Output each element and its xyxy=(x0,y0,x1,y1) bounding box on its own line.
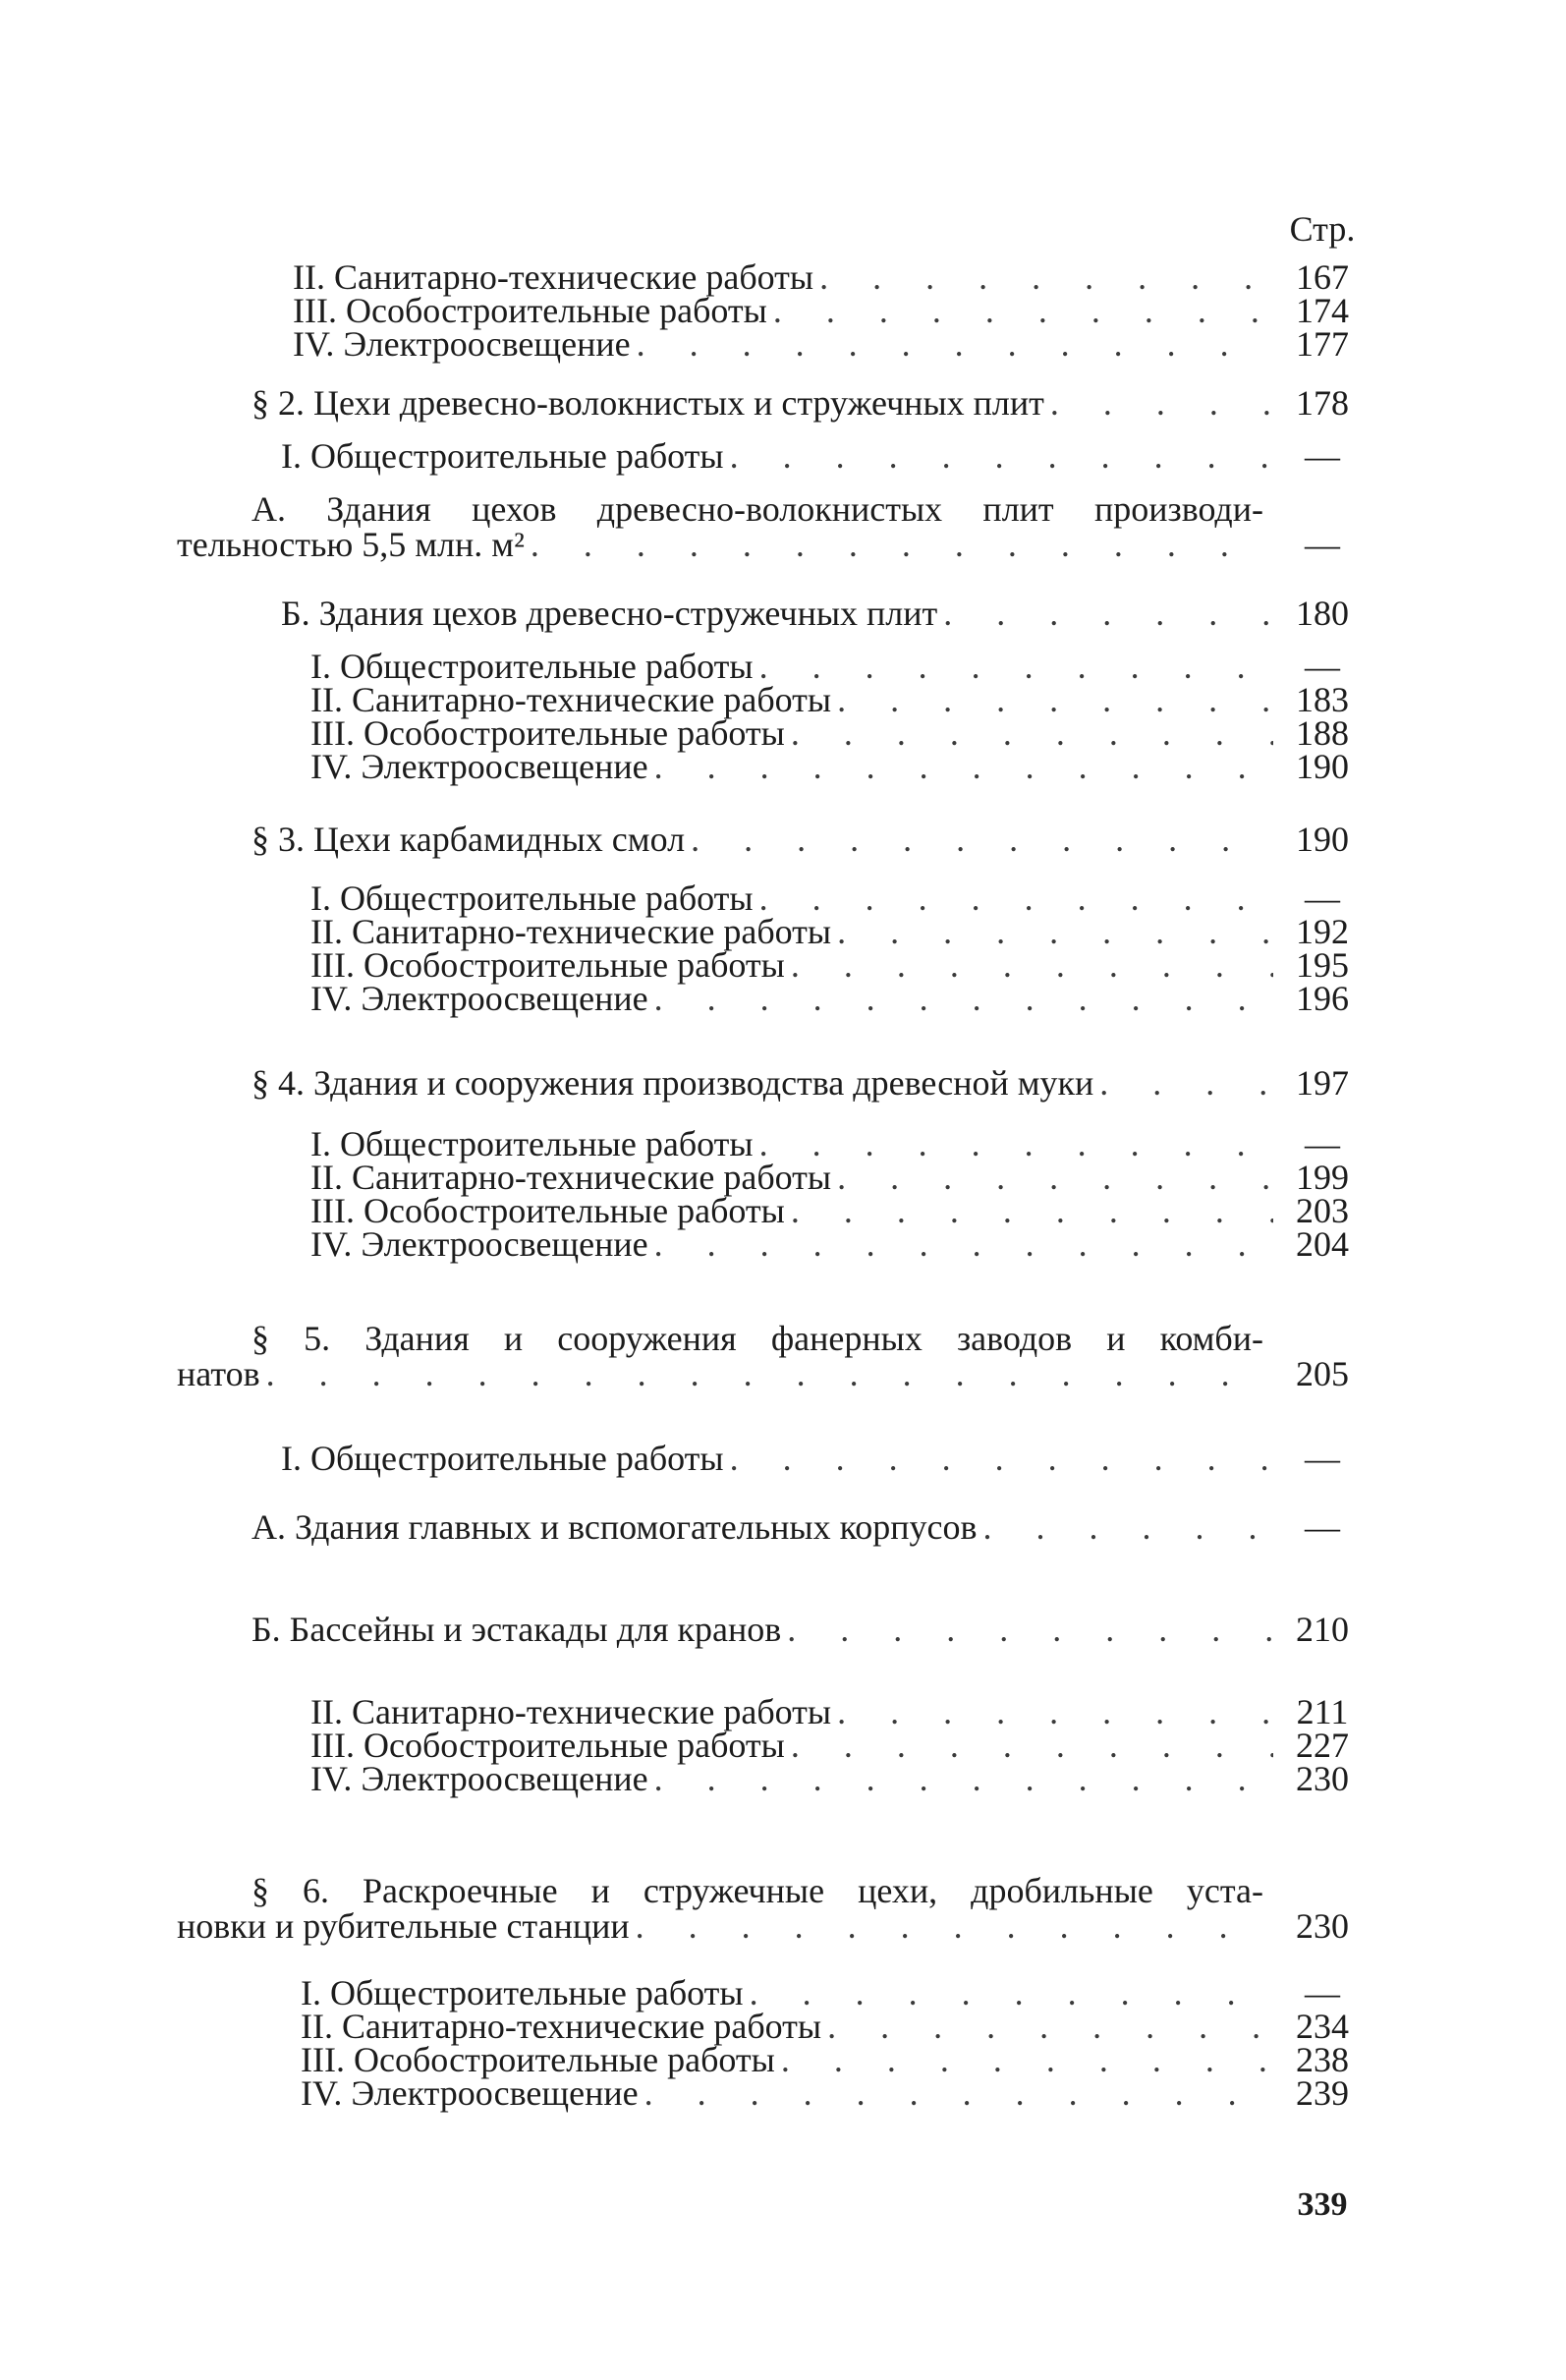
toc-entry-label: § 5. Здания и сооружения фанерных заводов и комби- xyxy=(252,1319,1263,1358)
toc-entry xyxy=(310,1761,1362,1796)
toc-entry-label: IV. Электроосвещение xyxy=(301,2073,639,2113)
toc-entry-page: 204 xyxy=(1296,1224,1349,1264)
toc-entry xyxy=(310,649,1362,684)
toc-entry-label: III. Особостроительные работы xyxy=(301,2040,775,2079)
toc-entry xyxy=(310,1126,1362,1162)
toc-entry-label: II. Санитарно-технические работы xyxy=(293,257,814,297)
toc-entry-page: 174 xyxy=(1296,291,1349,330)
toc-entry xyxy=(177,1321,1362,1391)
dot-leader xyxy=(943,595,1273,631)
toc-entry-page: 230 xyxy=(1296,1759,1349,1798)
toc-entry-label: Б. Бассейны и эстакады для кранов xyxy=(252,1610,782,1649)
page-column-header: Стр. xyxy=(1289,209,1356,249)
toc-entry-page: — xyxy=(1305,1507,1340,1547)
toc-entry-label: I. Общестроительные работы xyxy=(281,1439,724,1478)
toc-entry-page: — xyxy=(1305,647,1340,686)
toc-entry-page: 210 xyxy=(1296,1610,1349,1649)
toc-entry-label: I. Общестроительные работы xyxy=(310,1124,754,1163)
toc-entry xyxy=(293,259,1362,295)
dot-leader xyxy=(637,326,1273,362)
toc-entry-page: 195 xyxy=(1296,945,1349,985)
toc-entry-label: I. Общестроительные работы xyxy=(310,647,754,686)
toc-entry xyxy=(310,749,1362,784)
toc-entry-label: I. Общестроительные работы xyxy=(281,436,724,476)
toc-entry-label: § 3. Цехи карбамидных смол xyxy=(252,820,686,859)
toc-entry-page: 190 xyxy=(1296,820,1349,859)
toc-entry-label: I. Общестроительные работы xyxy=(301,1973,744,2012)
toc-entry-label: IV. Электроосвещение xyxy=(310,1759,648,1798)
dot-leader xyxy=(654,1226,1273,1262)
toc-entry xyxy=(310,914,1362,949)
dot-leader xyxy=(837,1694,1273,1729)
toc-entry xyxy=(293,293,1362,328)
dot-leader xyxy=(819,259,1273,295)
dot-leader xyxy=(787,1612,1273,1647)
toc-entry xyxy=(293,326,1362,362)
toc-entry-page: 203 xyxy=(1296,1191,1349,1230)
toc-entry-page: 238 xyxy=(1296,2040,1349,2079)
toc-entry xyxy=(177,491,1362,562)
dot-leader xyxy=(1050,385,1273,421)
toc-entry-label: III. Особостроительные работы xyxy=(310,713,785,753)
toc-entry-label: II. Санитарно-технические работы xyxy=(301,2007,822,2046)
dot-leader xyxy=(654,981,1273,1016)
toc-entry xyxy=(252,1065,1362,1101)
dot-leader xyxy=(531,527,1273,562)
toc-entry-label: III. Особостроительные работы xyxy=(310,945,785,985)
toc-entry-label: IV. Электроосвещение xyxy=(293,324,631,364)
dot-leader xyxy=(654,749,1273,784)
toc-entry xyxy=(310,1694,1362,1729)
toc-entry-page: 177 xyxy=(1296,324,1349,364)
toc-entry xyxy=(177,1873,1362,1944)
dot-leader xyxy=(791,947,1273,983)
toc-entry xyxy=(310,947,1362,983)
toc-entry-label: IV. Электроосвещение xyxy=(310,979,648,1018)
toc-entry xyxy=(310,715,1362,751)
toc-entry-page: — xyxy=(1305,1439,1340,1478)
toc-entry-page: 196 xyxy=(1296,979,1349,1018)
toc-entry-page: 167 xyxy=(1296,257,1349,297)
toc-entry-page: 227 xyxy=(1296,1726,1349,1765)
toc-entry-label: IV. Электроосвещение xyxy=(310,747,648,786)
toc-entry xyxy=(310,981,1362,1016)
toc-entry xyxy=(310,1728,1362,1763)
dot-leader xyxy=(730,438,1273,474)
dot-leader xyxy=(759,880,1273,916)
toc-entry xyxy=(310,880,1362,916)
toc-entry-page: 205 xyxy=(1296,1354,1349,1393)
dot-leader xyxy=(644,2075,1273,2111)
toc-entry xyxy=(310,1160,1362,1195)
toc-entry-page: 197 xyxy=(1296,1063,1349,1103)
dot-leader xyxy=(759,649,1273,684)
dot-leader xyxy=(730,1441,1273,1476)
page-number: 339 xyxy=(1297,2186,1348,2223)
dot-leader xyxy=(691,822,1273,857)
toc-entry xyxy=(252,1509,1362,1545)
dot-leader xyxy=(750,1975,1273,2011)
toc-entry-label-continued: натов xyxy=(177,1354,260,1393)
toc-entry-label: II. Санитарно-технические работы xyxy=(310,912,832,951)
dot-leader xyxy=(837,1160,1273,1195)
toc-entry-page: — xyxy=(1305,436,1340,476)
dot-leader xyxy=(837,914,1273,949)
toc-entry-page: 188 xyxy=(1296,713,1349,753)
toc-entry xyxy=(252,822,1362,857)
dot-leader xyxy=(791,1193,1273,1228)
dot-leader xyxy=(636,1908,1273,1944)
dot-leader xyxy=(759,1126,1273,1162)
toc-entry xyxy=(301,2042,1362,2077)
toc-entry xyxy=(252,385,1362,421)
dot-leader xyxy=(654,1761,1273,1796)
dot-leader xyxy=(827,2009,1273,2044)
toc-entry xyxy=(310,1193,1362,1228)
dot-leader xyxy=(983,1509,1273,1545)
toc-entry-page: — xyxy=(1305,878,1340,918)
toc-entry-page: 199 xyxy=(1296,1158,1349,1197)
toc-entry-label: I. Общестроительные работы xyxy=(310,878,754,918)
toc-entry-label: А. Здания главных и вспомогательных корпусов xyxy=(252,1507,978,1547)
toc-entry-label-continued: тельностью 5,5 млн. м² xyxy=(177,525,525,564)
toc-entry xyxy=(310,682,1362,717)
dot-leader xyxy=(837,682,1273,717)
toc-entry xyxy=(301,2075,1362,2111)
toc-entry-page: — xyxy=(1305,1973,1340,2012)
toc-entry-label: § 2. Цехи древесно-волокнистых и стружечных плит xyxy=(252,383,1044,423)
dot-leader xyxy=(266,1356,1273,1391)
toc-entry-label: § 6. Раскроечные и стружечные цехи, дробильные уста- xyxy=(252,1871,1263,1910)
toc-entry-page: 178 xyxy=(1296,383,1349,423)
toc-entry-label: IV. Электроосвещение xyxy=(310,1224,648,1264)
toc-entry-label: III. Особостроительные работы xyxy=(293,291,767,330)
toc-entry-label: А. Здания цехов древесно-волокнистых плит производи- xyxy=(252,489,1263,529)
toc-entry-page: 234 xyxy=(1296,2007,1349,2046)
dot-leader xyxy=(791,715,1273,751)
toc-entry-page: 192 xyxy=(1296,912,1349,951)
toc-entry xyxy=(252,1612,1362,1647)
toc-entry xyxy=(310,1226,1362,1262)
toc-entry xyxy=(281,438,1362,474)
toc-entry-label: II. Санитарно-технические работы xyxy=(310,1692,832,1731)
dot-leader xyxy=(781,2042,1273,2077)
toc-entry xyxy=(301,2009,1362,2044)
toc-entry-label-continued: новки и рубительные станции xyxy=(177,1906,630,1946)
dot-leader xyxy=(1099,1065,1273,1101)
toc-entry xyxy=(281,595,1362,631)
toc-entry xyxy=(301,1975,1362,2011)
toc-entry-label: III. Особостроительные работы xyxy=(310,1726,785,1765)
toc-entry-page: 190 xyxy=(1296,747,1349,786)
toc-entry-page: 180 xyxy=(1296,594,1349,633)
toc-entry-page: 183 xyxy=(1296,680,1349,719)
toc-entry-label: III. Особостроительные работы xyxy=(310,1191,785,1230)
toc-entry-page: 230 xyxy=(1296,1906,1349,1946)
toc-entry-page: 211 xyxy=(1296,1692,1349,1731)
toc-entry-page: 239 xyxy=(1296,2073,1349,2113)
toc-entry-page: — xyxy=(1305,1124,1340,1163)
toc-entry xyxy=(281,1441,1362,1476)
dot-leader xyxy=(773,293,1273,328)
dot-leader xyxy=(791,1728,1273,1763)
toc-entry-label: § 4. Здания и сооружения производства древесной муки xyxy=(252,1063,1094,1103)
toc-entry-page: — xyxy=(1305,525,1340,564)
toc-entry-label: II. Санитарно-технические работы xyxy=(310,680,832,719)
toc-entry-label: Б. Здания цехов древесно-стружечных плит xyxy=(281,594,938,633)
toc-entry-label: II. Санитарно-технические работы xyxy=(310,1158,832,1197)
